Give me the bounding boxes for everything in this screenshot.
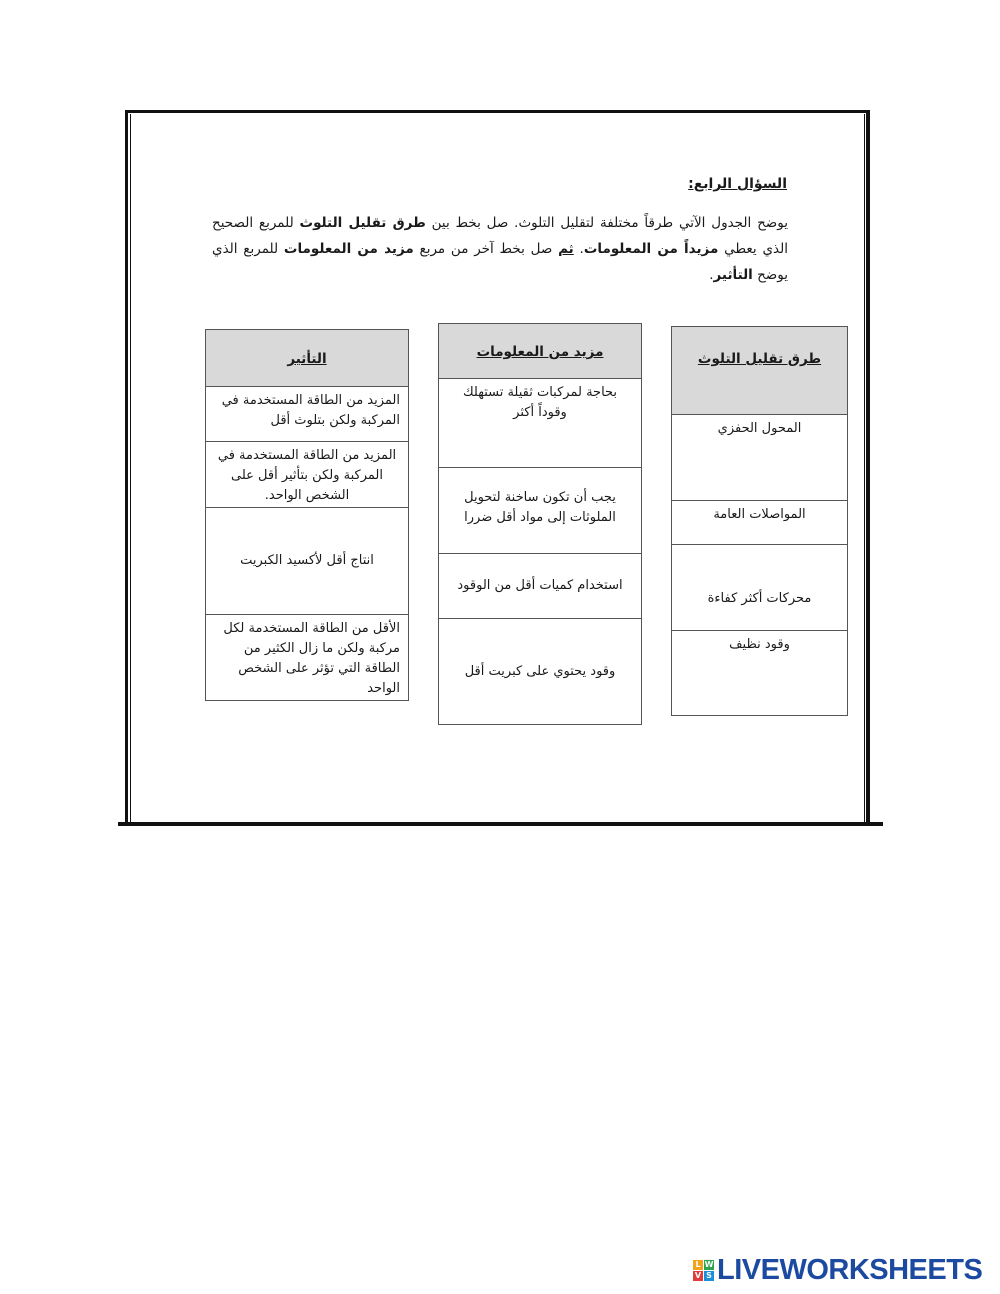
info-column bbox=[438, 323, 642, 725]
info-box[interactable]: يجب أن تكون ساخنة لتحويل الملوثات إلى مواد أقل ضررا bbox=[439, 467, 641, 553]
effect-box[interactable]: الأقل من الطاقة المستخدمة لكل مركبة ولكن ما زال الكثير من الطاقة التي تؤثر على الشخص الواحد bbox=[206, 614, 408, 701]
info-box[interactable]: استخدام كميات أقل من الوقود bbox=[439, 553, 641, 618]
question-bold: التأثير bbox=[713, 267, 753, 283]
question-text-part: . bbox=[573, 241, 584, 257]
liveworksheets-logo bbox=[693, 1255, 982, 1285]
frame-bottom-line bbox=[118, 822, 883, 826]
logo-mark-cell: L bbox=[693, 1260, 703, 1270]
logo-text: LIVEWORKSHEETS bbox=[717, 1253, 983, 1286]
frame-line bbox=[864, 114, 865, 822]
question-text-part: للمربع الصحيح الذي يعطي bbox=[212, 215, 788, 257]
frame-line bbox=[130, 114, 131, 822]
effect-box[interactable]: انتاج أقل لأكسيد الكبريت bbox=[206, 507, 408, 614]
question-text-part: للمربع الذي يوضح bbox=[212, 241, 788, 283]
question-title: السؤال الرابع: bbox=[688, 176, 787, 192]
methods-column bbox=[671, 326, 848, 716]
method-box[interactable]: وقود نظيف bbox=[672, 630, 847, 716]
question-bold: مزيداً من المعلومات bbox=[583, 241, 719, 257]
question-text bbox=[212, 210, 788, 288]
methods-header: طرق تقليل التلوث bbox=[672, 327, 847, 414]
logo-mark-cell: W bbox=[704, 1259, 714, 1269]
info-box[interactable]: وقود يحتوي على كبريت أقل bbox=[439, 618, 641, 725]
logo-mark-icon bbox=[693, 1260, 714, 1281]
effect-header: التأثير bbox=[206, 330, 408, 386]
info-header: مزيد من المعلومات bbox=[439, 324, 641, 378]
method-box[interactable]: محركات أكثر كفاءة bbox=[672, 544, 847, 630]
question-text-part: صل بخط آخر من مربع bbox=[413, 241, 559, 257]
method-box[interactable]: المواصلات العامة bbox=[672, 500, 847, 544]
question-bold: ثم bbox=[558, 241, 574, 257]
effect-box[interactable]: المزيد من الطاقة المستخدمة في المركبة ولكن بتأثير أقل على الشخص الواحد. bbox=[206, 441, 408, 507]
question-bold: مزيد من المعلومات bbox=[283, 241, 414, 257]
logo-mark-cell: S bbox=[704, 1271, 714, 1281]
question-bold: طرق تقليل التلوث bbox=[299, 215, 426, 231]
effect-column bbox=[205, 329, 409, 701]
method-box[interactable]: المحول الحفزي bbox=[672, 414, 847, 500]
effect-box[interactable]: المزيد من الطاقة المستخدمة في المركبة ولكن بتلوث أقل bbox=[206, 386, 408, 441]
question-text-part: يوضح الجدول الآتي طرقاً مختلفة لتقليل التلوث. صل بخط بين bbox=[425, 215, 788, 231]
question-text-part: . bbox=[709, 267, 714, 283]
info-box[interactable]: بحاجة لمركبات ثقيلة تستهلك وقوداً أكثر bbox=[439, 378, 641, 467]
logo-mark-cell: V bbox=[694, 1270, 702, 1280]
